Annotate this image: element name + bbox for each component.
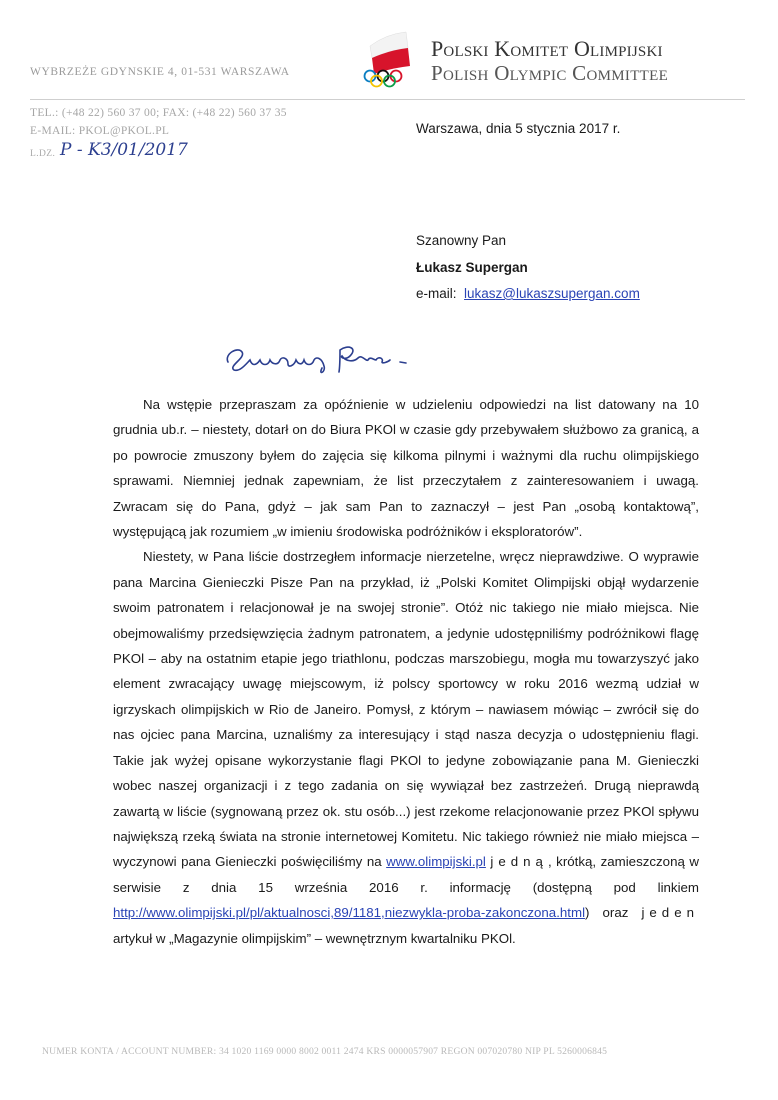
recipient-email-link[interactable]: lukasz@lukaszsupergan.com: [464, 286, 640, 301]
ldz-label: L.DZ.: [30, 149, 56, 159]
paragraph-2-end: artykuł w „Magazynie olimpijskim” – wewnętrznym kwartalniku PKOl.: [113, 930, 516, 946]
article-link[interactable]: http://www.olimpijski.pl/pl/aktualnosci,89/1181,niezwykla-proba-zakonczona.html: [113, 905, 586, 921]
recipient-greeting: Szanowny Pan: [416, 233, 507, 248]
paragraph-2-mid: , krótką, zamieszczoną w serwisie z dnia 15 września 2016 r. informację (dostępną pod linkiem: [113, 854, 699, 895]
paragraph-2-close: ) oraz: [585, 905, 629, 921]
recipient-email: [416, 286, 640, 301]
paragraph-1: Na wstępie przepraszam za opóźnienie w udzieleniu odpowiedzi na list datowany na 10 grudnia ub.r. – niestety, dotarł on do Biura PKOl w czasie gdy przebywałem służbowo za granicą, a po powrocie zmuszony byłem do zajęcia się kilkoma pilnymi i ważnymi dla ruchu olimpijskiego sprawami. Niemniej jednak zapewniam, że list przeczytałem z zainteresowaniem i uwagą. Zwracam się do Pana, gdyż – jak sam Pan to zaznaczył – jest Pan „osobą kontaktową”, występującą jak rozumiem „w imieniu środowiska podróżników i eksploratorów”.: [113, 397, 699, 540]
paragraph-2-text: Niestety, w Pana liście dostrzegłem informacje nierzetelne, wręcz nieprawdziwe. O wyprawie pana Marcina Gienieczki Pisze Pan na przykład, iż „Polski Komitet Olimpijski objął wydarzenie swoim patronatem i relacjonował je na swojej stronie”. Otóż nic takiego nie miało miejsca. Nie obejmowaliśmy przedsięwzięcia żadnym patronatem, a jedynie udostępniliśmy podróżnikowi flagę PKOl – aby na ostatnim etapie jego triathlonu, podczas marszobiegu, mogła mu towarzyszyć jako element zwracający uwagę miejscowym, iż polscy sportowcy w roku 2016 wezmą udział w igrzyskach olimpijskich w Rio de Janeiro. Pomysł, z którym – nawiasem mówiąc – zwrócił się do nas ojciec pana Marcina, uznaliśmy za interesujący i stąd nasza decyzja o udostępnieniu flagi. Takie jak wyżej opisane wykorzystanie flagi PKOl to jedyne zobowiązanie pana M. Gienieczki wobec naszej organizacji i z tego zadania on się wywiązał bez zastrzeżeń. Drugą nieprawdą zawartą w liście (sygnowaną przez ok. stu osób...) jest rzekome relacjonowanie przez PKOl spływu największą rzeką świata na stronie internetowej Komitetu. Nic takiego również nie miało miejsca – wyczynowi pana Gienieczki poświęciliśmy na: [113, 549, 699, 870]
pkol-logo: [356, 28, 416, 88]
letter-date: Warszawa, dnia 5 stycznia 2017 r.: [416, 121, 621, 136]
letter-body: [113, 392, 699, 951]
olimpijski-site-link[interactable]: www.olimpijski.pl: [386, 854, 486, 870]
footer-bank-info: NUMER KONTA / ACCOUNT NUMBER: 34 1020 1169 0000 8002 0011 2474 KRS 0000057907 REGON 007020780 NIP PL 5260006845: [42, 1046, 608, 1057]
org-address: WYBRZEŻE GDYNSKIE 4, 01-531 WARSZAWA: [30, 66, 290, 78]
org-name-pl: Polski Komitet Olimpijski: [431, 36, 663, 61]
emphasis-one-a: jedną: [490, 854, 548, 870]
ldz-number-handwritten: P - K3/01/2017: [60, 140, 188, 160]
recipient-name: Łukasz Supergan: [416, 260, 528, 275]
email-label: e-mail:: [416, 286, 457, 301]
org-name-en: Polish Olympic Committee: [431, 61, 669, 85]
header-divider: [30, 99, 745, 100]
handwritten-salutation: [222, 336, 462, 376]
phone-fax: TEL.: (+48 22) 560 37 00; FAX: (+48 22) 560 37 35: [30, 107, 287, 119]
paragraph-2: [113, 544, 699, 951]
org-email: E-MAIL: PKOL@PKOL.PL: [30, 125, 170, 137]
emphasis-one-b: jeden: [641, 905, 699, 921]
